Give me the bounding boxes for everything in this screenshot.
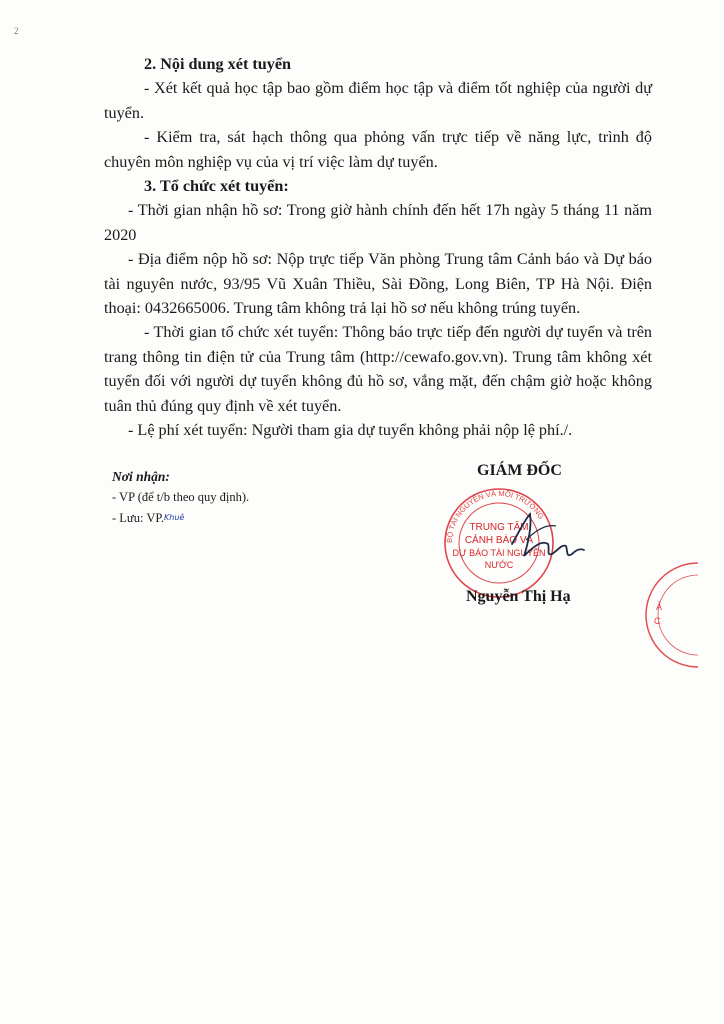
section-heading-content: 2. Nội dung xét tuyển bbox=[144, 55, 292, 73]
seal-edge-mark bbox=[628, 560, 698, 670]
svg-text:TRUNG TÂM: TRUNG TÂM bbox=[469, 522, 529, 533]
document-body bbox=[104, 52, 652, 443]
content-item: - Xét kết quả học tập bao gồm điểm học tập và điểm tốt nghiệp của người dự tuyển. bbox=[104, 79, 652, 122]
section-heading-organization: 3. Tổ chức xét tuyển: bbox=[144, 177, 289, 196]
svg-text:CẢNH BÁO VÀ: CẢNH BÁO VÀ bbox=[464, 535, 534, 546]
recipient-item: - VP (để t/b theo quy định). bbox=[112, 490, 250, 504]
recipients-block bbox=[112, 466, 249, 530]
recipients-title: Nơi nhận: bbox=[112, 469, 170, 484]
organization-item: - Thời gian nhận hồ sơ: Trong giờ hành chính đến hết 17h ngày 5 tháng 11 năm 2020 bbox=[104, 201, 652, 244]
svg-text:DỰ BÁO TÀI NGUYÊN: DỰ BÁO TÀI NGUYÊN bbox=[452, 548, 546, 558]
recipient-item bbox=[112, 508, 249, 530]
organization-item: - Lệ phí xét tuyển: Người tham gia dự tuyển không phải nộp lệ phí./. bbox=[128, 421, 573, 440]
svg-text:Ả: Ả bbox=[656, 602, 663, 612]
svg-text:BỘ TÀI NGUYÊN VÀ MÔI TRƯỜNG: BỘ TÀI NGUYÊN VÀ MÔI TRƯỜNG bbox=[444, 488, 546, 544]
page-number: 2 bbox=[14, 26, 19, 36]
organization-item: - Địa điểm nộp hồ sơ: Nộp trực tiếp Văn phòng Trung tâm Cảnh báo và Dự báo tài nguyên nước, 93/95 Vũ Xuân Thiều, Sài Đồng, Long Biên, TP Hà Nội. Điện thoại: 0432665006. Trung tâm không trả lại hồ sơ nếu không trúng tuyển. bbox=[104, 250, 652, 318]
organization-item: - Thời gian tổ chức xét tuyển: Thông báo trực tiếp đến người dự tuyển và trên trang thông tin điện tử của Trung tâm (http://cewafo.gov.vn). Trung tâm không xét tuyển đối với người dự tuyển không đủ hồ sơ, vắng mặt, đến chậm giờ hoặc không tuân thủ đúng quy định về xét tuyển. bbox=[104, 323, 652, 415]
director-name: Nguyễn Thị Hạ bbox=[466, 588, 571, 605]
director-title: GIÁM ĐỐC bbox=[477, 462, 562, 479]
recipient-item-text: - Lưu: VP. bbox=[112, 511, 165, 525]
content-item: - Kiểm tra, sát hạch thông qua phỏng vấn trực tiếp về năng lực, trình độ chuyên môn nghiệp vụ của vị trí việc làm dự tuyển. bbox=[104, 128, 652, 171]
svg-text:C: C bbox=[654, 616, 661, 626]
handwritten-initials: Khuê bbox=[164, 513, 185, 522]
svg-text:NƯỚC: NƯỚC bbox=[484, 560, 514, 570]
handwritten-signature bbox=[506, 500, 586, 580]
